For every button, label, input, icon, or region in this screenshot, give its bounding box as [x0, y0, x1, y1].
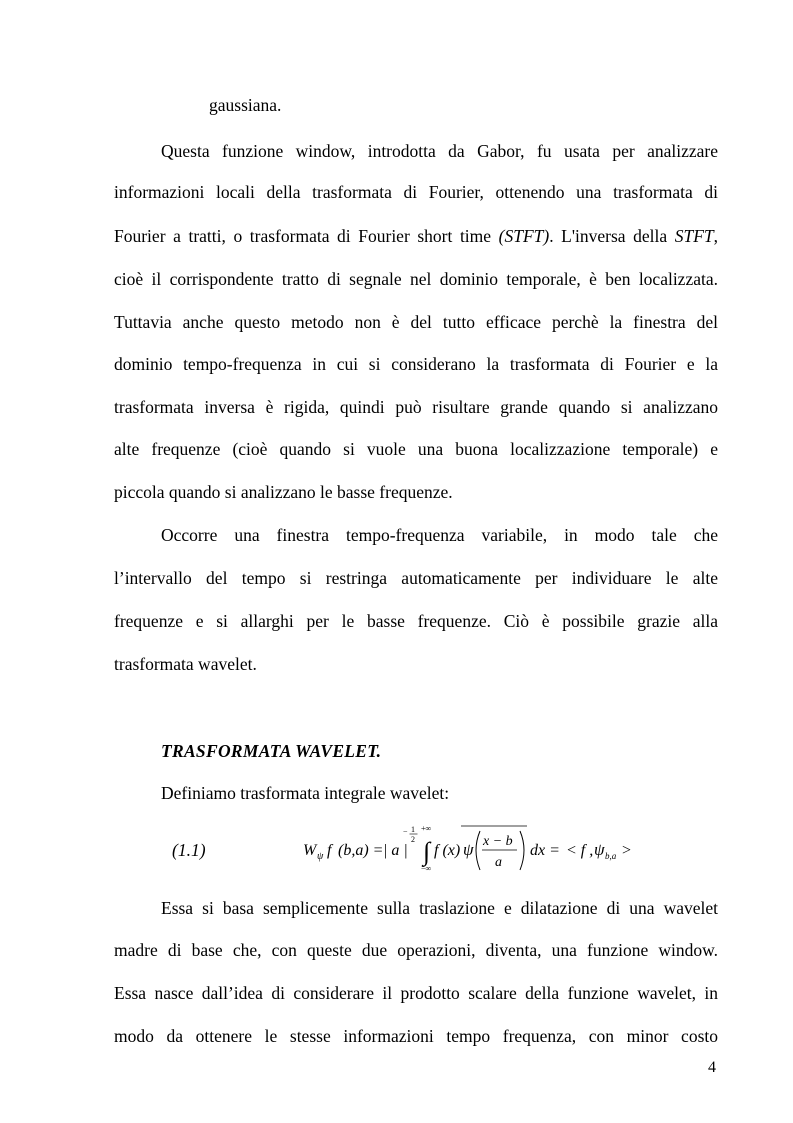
formula-denominator: a	[495, 855, 502, 870]
stft-term: STFT	[674, 226, 714, 246]
formula-fx: f (x)	[434, 842, 461, 859]
text-run: ,	[713, 226, 718, 246]
formula-w: W	[303, 842, 317, 859]
formula-exp-sign: −	[403, 827, 408, 836]
formula-inner-open: < f ,	[566, 842, 594, 859]
paragraph-line: piccola quando si analizzano le basse frequenze.	[114, 482, 453, 502]
formula-args: (b,a) =	[338, 842, 384, 859]
formula-dx: dx =	[530, 842, 560, 859]
text-run: Fourier a tratti, o trasformata di Fourier short time	[114, 226, 499, 246]
formula-lower-limit: −∞	[421, 864, 432, 873]
formula-psi-sub: ψ	[317, 851, 324, 862]
formula-inner-psi: ψ	[594, 840, 605, 859]
paragraph-line: modo da ottenere le stesse informazioni tempo frequenza, con minor costo	[114, 1026, 718, 1046]
formula-upper-limit: +∞	[421, 824, 432, 833]
paragraph-line: trasformata wavelet.	[114, 654, 257, 674]
text-line: gaussiana.	[209, 95, 282, 115]
formula-inner-sub: b,a	[605, 851, 617, 861]
paragraph-line: Definiamo trasformata integrale wavelet:	[161, 783, 450, 803]
paragraph-line: cioè il corrispondente tratto di segnale nel dominio temporale, è ben localizzata.	[114, 269, 718, 289]
formula-f: f	[327, 842, 332, 859]
paragraph-line: l’intervallo del tempo si restringa automaticamente per individuare le alte	[114, 568, 718, 588]
paragraph-line: frequenze e si allarghi per le basse frequenze. Ciò è possibile grazie alla	[114, 611, 718, 631]
paragraph-line: Essa nasce dall’idea di considerare il prodotto scalare della funzione wavelet, in	[114, 983, 718, 1003]
stft-term: (STFT)	[498, 226, 550, 246]
paragraph-line: alte frequenze (cioè quando si vuole una buona localizzazione temporale) e	[114, 439, 718, 459]
paragraph-line: Questa funzione window, introdotta da Gabor, fu usata per analizzare	[161, 141, 718, 161]
paragraph-line: Essa si basa semplicemente sulla traslazione e dilatazione di una wavelet	[161, 898, 718, 918]
formula-psi: ψ	[463, 840, 474, 859]
formula-abs-a: | a |	[383, 842, 408, 859]
formula-inner-close: >	[622, 842, 632, 859]
formula-numerator: x − b	[483, 834, 513, 849]
wavelet-transform-formula	[300, 822, 640, 878]
section-heading: TRASFORMATA WAVELET.	[161, 741, 382, 761]
left-paren	[476, 831, 480, 870]
formula-exp-num: 1	[411, 825, 415, 834]
page-number: 4	[708, 1059, 716, 1076]
paragraph-line: Occorre una finestra tempo-frequenza variabile, in modo tale che	[161, 525, 718, 545]
paragraph-line	[114, 225, 718, 247]
formula-exp-den: 2	[411, 835, 415, 844]
paragraph-line: trasformata inversa è rigida, quindi può risultare grande quando si analizzano	[114, 397, 718, 417]
paragraph-line: dominio tempo-frequenza in cui si considerano la trasformata di Fourier e la	[114, 354, 718, 374]
text-run: . L'inversa della	[549, 226, 675, 246]
integral-sign: ∫	[423, 837, 431, 866]
paragraph-line: informazioni locali della trasformata di Fourier, ottenendo una trasformata di	[114, 182, 718, 202]
right-paren	[520, 831, 524, 870]
paragraph-line: Tuttavia anche questo metodo non è del tutto efficace perchè la finestra del	[114, 312, 718, 332]
equation-label: (1.1)	[172, 840, 206, 860]
paragraph-line: madre di base che, con queste due operazioni, diventa, una funzione window.	[114, 940, 718, 960]
